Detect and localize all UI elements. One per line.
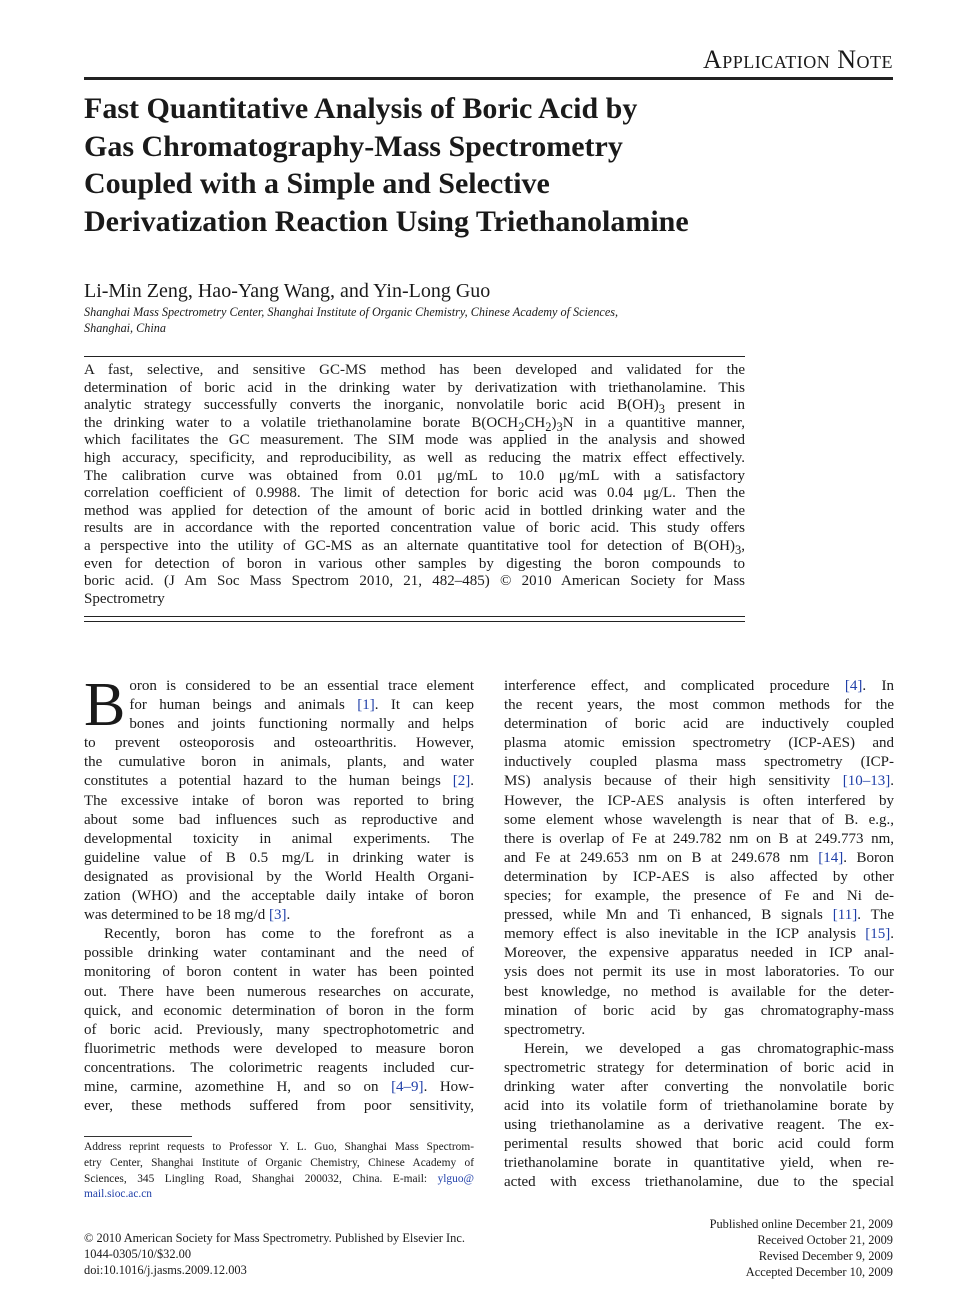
email-link[interactable]: mail.sioc.ac.cn (84, 1188, 152, 1201)
abstract-line: method was applied for detection of the amount of boric acid in bottled drinking water and the (84, 502, 745, 519)
citation-link[interactable]: [15] (865, 926, 891, 943)
issn-line: 1044-0305/10/$32.00 (84, 1247, 192, 1261)
title-line: Gas Chromatography-Mass Spectrometry (84, 129, 623, 163)
footnote-rule (84, 1136, 192, 1137)
abstract (84, 362, 745, 608)
body-line: interference effect, and complicated procedure [4]. In (504, 678, 895, 694)
abstract-line: Spectrometry (84, 590, 165, 607)
body-line: was determined to be 18 mg/d [3]. (84, 907, 291, 924)
body-line: possible drinking water contaminant and the need of (84, 945, 474, 962)
published-date: Published online December 21, 2009 (709, 1217, 893, 1231)
copyright-line: © 2010 American Society for Mass Spectrometry. Published by Elsevier Inc. (84, 1231, 465, 1245)
body-line: constitutes a potential hazard to the human beings [2]. (84, 773, 474, 790)
body-line: Recently, boron has come to the forefront as a (104, 926, 474, 943)
body-line: perimental results showed that boric acid could form (504, 1136, 894, 1153)
footnote-line: etry Center, Shanghai Institute of Organic Chemistry, Chinese Academy of (84, 1156, 474, 1169)
body-line: determination of boric acid are inductively coupled (504, 716, 894, 733)
body-line: mine, carmine, azomethine H, and so on [4–9]. How- (84, 1078, 474, 1095)
citation-link[interactable]: [14] (818, 849, 844, 866)
title-line: Fast Quantitative Analysis of Boric Acid by (84, 92, 638, 125)
body-line: Moreover, the expensive apparatus needed in ICP anal- (504, 945, 894, 962)
body-line: monitoring of boron content in water has been pointed (84, 964, 474, 981)
citation-link[interactable]: [3] (268, 907, 287, 924)
section-label: Application Note (702, 45, 893, 74)
body-line: concentrations. The colorimetric reagents included cur- (84, 1059, 474, 1076)
email-link[interactable]: ylguo@ (437, 1172, 474, 1185)
body-line: out. There have been numerous researches on accurate, (84, 983, 474, 1000)
body-line: the cumulative boron in animals, plants, and water (84, 754, 474, 771)
body-line: best knowledge, no method is available for the deter- (504, 983, 894, 1000)
body-line: species; for example, the presence of Fe and Ni de- (504, 888, 894, 905)
body-line: there is overlap of Fe at 249.782 nm on B at 249.773 nm, (504, 830, 894, 847)
abstract-top-rule (84, 356, 745, 357)
body-line: ysis does not permit its use in most laboratories. To our (504, 964, 894, 981)
doi-line: doi:10.1016/j.jasms.2009.12.003 (84, 1263, 247, 1277)
body-line: acted with excess triethanolamine, due to the special (504, 1174, 894, 1191)
body-line: zation (WHO) and the acceptable daily intake of boron (84, 888, 474, 905)
abstract-line: high accuracy, specificity, and reproducibility, as well as reducing the matrix effect effectively. (84, 449, 745, 466)
citation-link[interactable]: [2] (452, 773, 471, 790)
footnote-line (84, 1187, 474, 1203)
affiliation (84, 304, 746, 336)
body-line: plasma atomic emission spectrometry (ICP-AES) and (504, 735, 894, 752)
author-list: Li-Min Zeng, Hao-Yang Wang, and Yin-Long Guo (84, 280, 491, 302)
body-line: of boric acid. Previously, many spectrophotometric and (84, 1021, 474, 1038)
body-line: inductively coupled plasma mass spectrometry (ICP- (504, 754, 894, 771)
body-line: guideline value of B 0.5 mg/L in drinking water is (84, 849, 474, 866)
body-line: spectrometric strategy for determination of boric acid in (504, 1059, 894, 1076)
drop-cap: B (84, 671, 126, 739)
title-line: Derivatization Reaction Using Triethanolamine (84, 204, 689, 238)
abstract-line: A fast, selective, and sensitive GC-MS method has been developed and validated for the (84, 362, 745, 378)
correspondence-footnote (84, 1140, 474, 1203)
body-line: However, the ICP-AES analysis is often interfered by (504, 792, 894, 809)
body-column-right (504, 677, 894, 1193)
body-line: The excessive intake of boron was reported to bring (84, 792, 474, 809)
header-rule (84, 77, 893, 80)
abstract-bottom-rule (84, 616, 745, 617)
abstract-bottom-rule (84, 621, 745, 622)
publication-dates (710, 1216, 893, 1280)
abstract-line: even for detection of boron in various other samples by digesting the boron compounds to (84, 555, 745, 572)
body-line: fluorimetric methods were developed to measure boron (84, 1040, 474, 1057)
body-line: oron is considered to be an essential trace element (129, 678, 474, 694)
abstract-line: the drinking water to a volatile triethanolamine borate $B(OCH_2CH_2)_3N$ in a quantitive manner, (84, 414, 745, 434)
body-line: drinking water after converting the nonvolatile boric (504, 1078, 894, 1095)
body-line: for human beings and animals [1]. It can keep (129, 697, 474, 714)
footnote-line: Sciences, 345 Lingling Road, Shanghai 200032, China. E-mail: ylguo@ (84, 1172, 474, 1185)
body-line: to prevent osteoporosis and osteoarthritis. However, (84, 735, 474, 752)
body-line: the recent years, the most common methods for the (504, 697, 894, 714)
body-line: developmental toxicity in animal experiments. The (84, 830, 474, 847)
abstract-line: correlation coefficient of 0.9988. The limit of detection for boric acid was 0.04 μg/L. Then the (84, 485, 745, 502)
body-line: determination by ICP-AES is also affected by other (504, 868, 894, 885)
received-date: Received October 21, 2009 (757, 1233, 893, 1247)
citation-link[interactable]: [4] (844, 678, 863, 694)
affiliation-line: Shanghai, China (84, 321, 166, 335)
article-title (84, 90, 784, 240)
body-line: spectrometry. (504, 1021, 586, 1038)
body-line: ever, these methods suffered from poor sensitivity, (84, 1098, 474, 1115)
body-line: designated as provisional by the World Health Organi- (84, 868, 474, 885)
body-line: quick, and economic determination of boron in the form (84, 1002, 474, 1019)
body-line: using triethanolamine as a derivative reagent. The ex- (504, 1117, 894, 1134)
citation-link[interactable]: [11] (832, 907, 858, 924)
abstract-line: which facilitates the GC measurement. The SIM mode was applied in the analysis and showed (84, 432, 745, 449)
body-line: MS) analysis because of their high sensitivity [10–13]. (504, 773, 894, 790)
accepted-date: Accepted December 10, 2009 (745, 1265, 893, 1279)
body-column-left (84, 671, 474, 1116)
publication-info (84, 1230, 465, 1278)
citation-link[interactable]: [1] (357, 697, 375, 714)
body-line: Herein, we developed a gas chromatographic-mass (524, 1040, 894, 1057)
body-line: acid into its volatile form of triethanolamine borate by (504, 1098, 894, 1115)
body-line: bones and joints functioning normally and helps (129, 716, 474, 733)
affiliation-line: Shanghai Mass Spectrometry Center, Shanghai Institute of Organic Chemistry, Chinese Academy of Sciences, (84, 305, 619, 319)
abstract-line: The calibration curve was obtained from 0.01 μg/mL to 10.0 μg/mL with a satisfactory (84, 467, 745, 484)
body-line: about some bad influences such as reproductive and (84, 811, 474, 828)
body-line: mination of boric acid by gas chromatography-mass (504, 1002, 894, 1019)
abstract-line: a perspective into the utility of GC-MS as an alternate quantitative tool for detection of $B(OH)_3$, (84, 537, 745, 557)
body-line: some element whose wavelength is near that of B. e.g., (504, 811, 894, 828)
abstract-line: determination of boric acid in the drinking water by derivatization with triethanolamine. This (84, 379, 745, 396)
title-line: Coupled with a Simple and Selective (84, 167, 550, 200)
body-line: pressed, while Mn and Ti enhanced, B signals [11]. The (504, 907, 894, 924)
body-line: memory effect is also inevitable in the ICP analysis [15]. (504, 926, 894, 943)
citation-link[interactable]: [10–13] (842, 773, 891, 790)
abstract-line: results are in accordance with the reported concentration value of boric acid. This study offers (84, 520, 745, 537)
abstract-line: boric acid. (J Am Soc Mass Spectrom 2010, 21, 482–485) © 2010 American Society for Mass (84, 573, 745, 590)
abstract-line: analytic strategy successfully converts the inorganic, nonvolatile boric acid $B(OH)_3$ present in (84, 397, 745, 417)
citation-link[interactable]: [4–9] (391, 1078, 424, 1095)
revised-date: Revised December 9, 2009 (758, 1249, 893, 1263)
footnote-line: Address reprint requests to Professor Y. L. Guo, Shanghai Mass Spectrom- (84, 1141, 474, 1153)
body-line: triethanolamine borate in quantitative yield, when re- (504, 1155, 894, 1172)
body-line: and Fe at 249.653 nm on B at 249.678 nm [14]. Boron (504, 849, 894, 866)
